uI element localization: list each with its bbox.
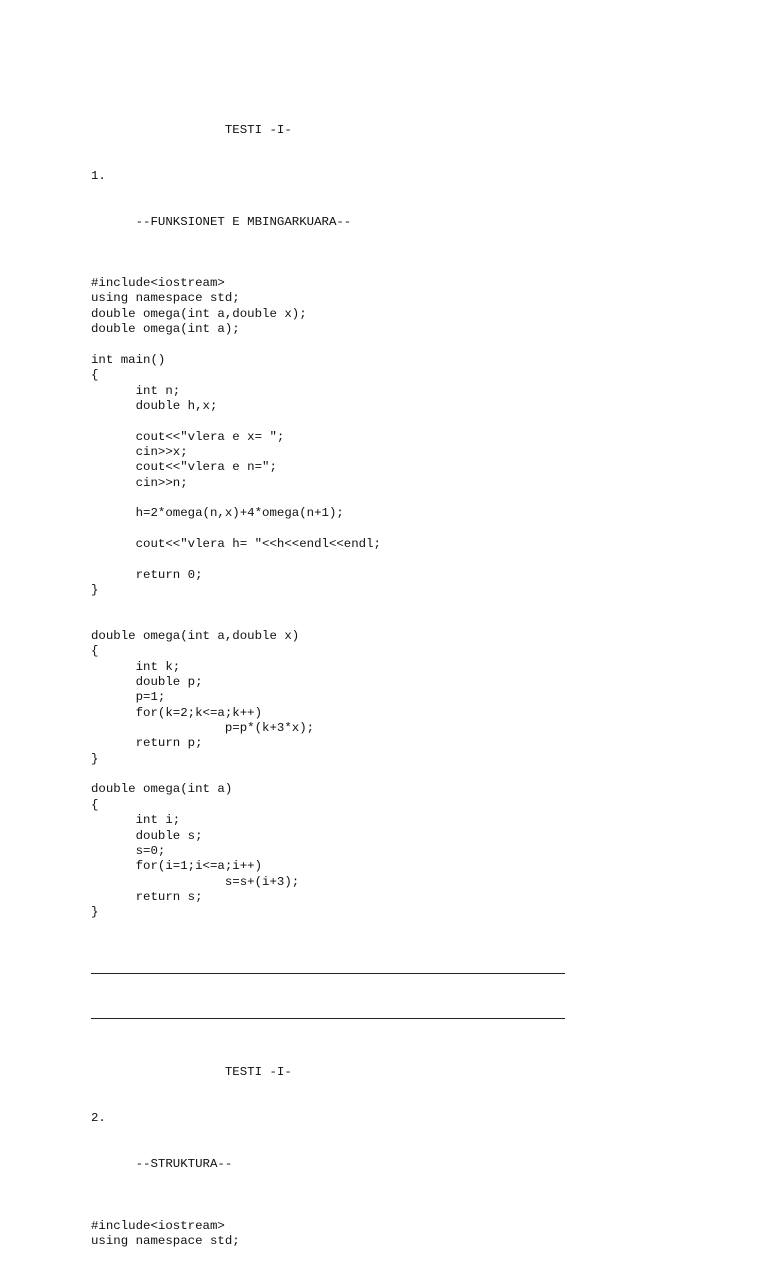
code-line: {	[91, 644, 99, 659]
code-line: int k;	[91, 659, 181, 674]
code-line	[91, 414, 565, 429]
code-line	[91, 338, 565, 353]
code-line: }	[91, 905, 99, 920]
code-line: cout<<"vlera e x= ";	[91, 429, 285, 444]
code-line: cout<<"vlera h= "<<h<<endl<<endl;	[91, 536, 381, 551]
code-line: {	[91, 368, 99, 383]
code-line: for(k=2;k<=a;k++)	[91, 705, 263, 720]
code-line: return p;	[91, 736, 203, 751]
exercise-subtitle: --FUNKSIONET E MBINGARKUARA--	[91, 214, 352, 229]
code-line	[91, 261, 565, 276]
code-listing	[91, 92, 565, 1280]
code-line: for(i=1;i<=a;i++)	[91, 859, 263, 874]
code-line: double omega(int a);	[91, 322, 240, 337]
code-line: double h,x;	[91, 398, 218, 413]
code-line	[91, 767, 565, 782]
code-line: return s;	[91, 889, 203, 904]
code-line: int n;	[91, 383, 181, 398]
code-line	[91, 552, 565, 567]
code-line	[91, 614, 565, 629]
code-line: h=2*omega(n,x)+4*omega(n+1);	[91, 506, 344, 521]
separator-line	[91, 1018, 565, 1019]
code-line: return 0;	[91, 567, 203, 582]
code-line	[91, 522, 565, 537]
code-line	[91, 1203, 565, 1218]
code-line: s=s+(i+3);	[91, 874, 300, 889]
code-line: }	[91, 751, 99, 766]
code-line: cout<<"vlera e n=";	[91, 460, 277, 475]
test-title: TESTI -I-	[91, 1065, 292, 1080]
code-line	[91, 491, 565, 506]
code-line: cin>>x;	[91, 444, 188, 459]
code-block-2	[91, 1203, 565, 1249]
code-line: {	[91, 797, 99, 812]
code-line: using namespace std;	[91, 1234, 240, 1249]
code-line: }	[91, 583, 99, 597]
test-title: TESTI -I-	[91, 122, 292, 137]
separator-line	[91, 973, 565, 974]
code-line: p=p*(k+3*x);	[91, 721, 315, 736]
exercise-number: 1.	[91, 168, 106, 183]
code-line: double p;	[91, 675, 203, 690]
code-line: double s;	[91, 828, 203, 843]
code-line: double omega(int a,double x)	[91, 629, 300, 644]
code-line: double omega(int a)	[91, 782, 233, 797]
code-line: using namespace std;	[91, 291, 240, 306]
code-block-1	[91, 261, 565, 921]
exercise-number: 2.	[91, 1111, 106, 1126]
code-line: double omega(int a,double x);	[91, 306, 307, 321]
code-line: s=0;	[91, 843, 166, 858]
code-line: int main()	[91, 352, 166, 367]
code-line: int i;	[91, 813, 181, 828]
code-line: #include<iostream>	[91, 1218, 225, 1233]
code-line: cin>>n;	[91, 475, 188, 490]
exercise-subtitle: --STRUKTURA--	[91, 1157, 233, 1172]
code-line: #include<iostream>	[91, 276, 225, 291]
code-line: p=1;	[91, 690, 166, 705]
code-line	[91, 598, 565, 613]
